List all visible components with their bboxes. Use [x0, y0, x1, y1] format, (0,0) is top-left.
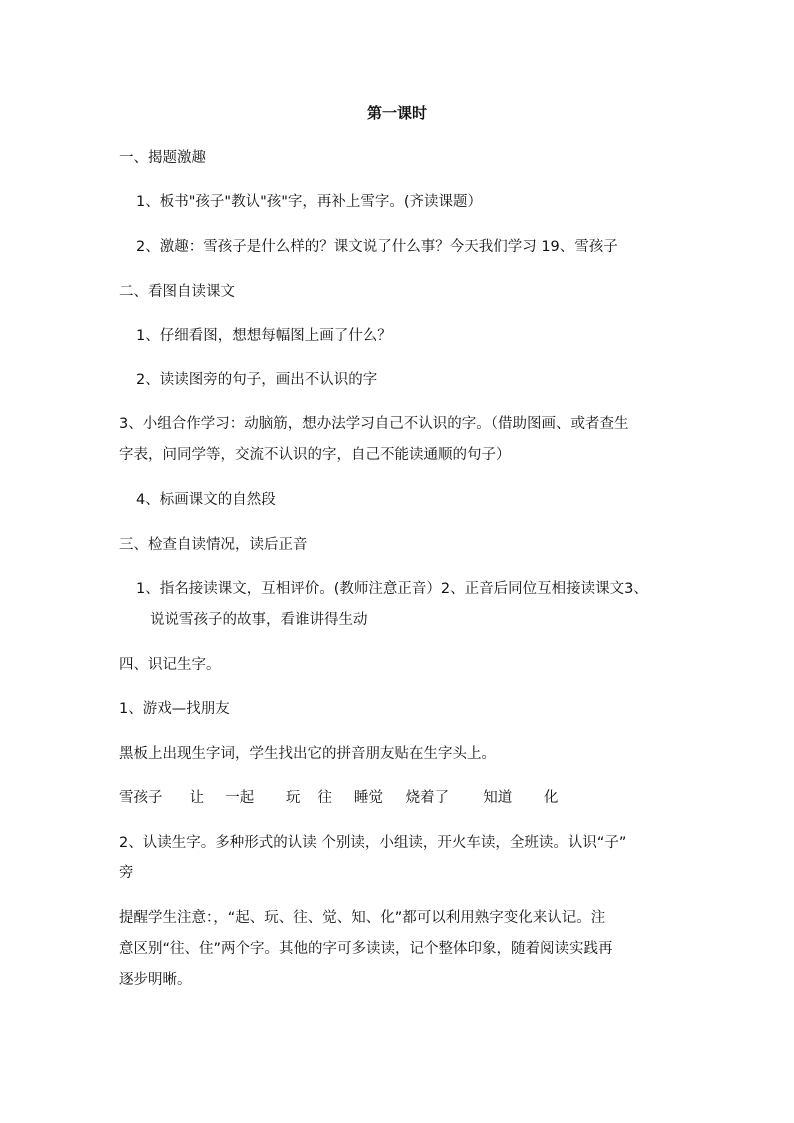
- vocab-word: 睡觉: [354, 790, 384, 806]
- paragraph-2-3-line-1: 3、小组合作学习：动脑筋，想办法学习自己不认识的字。（借助图画、或者查生: [119, 416, 629, 432]
- vocab-word: 一起: [225, 790, 255, 806]
- vocab-word: 烧着了: [405, 790, 450, 806]
- paragraph-2-1: 1、仔细看图，想想每幅图上画了什么？: [136, 328, 392, 344]
- paragraph-2-4: 4、标画课文的自然段: [136, 492, 276, 508]
- paragraph-4-3-line-3: 逐步明晰。: [119, 972, 192, 988]
- section-heading-4: 四、识记生字。: [119, 657, 221, 673]
- page-title: 第一课时: [366, 104, 427, 122]
- paragraph-4-3-line-2: 意区别“往、住”两个字。其他的字可多读读，记个整体印象，随着阅读实践再: [119, 941, 613, 957]
- vocab-word: 让: [189, 790, 205, 806]
- section-heading-3: 三、检查自读情况，读后正音: [119, 537, 308, 553]
- vocab-word: 知道: [483, 790, 513, 806]
- vocabulary-row: [119, 788, 558, 808]
- paragraph-2-2: 2、读读图旁的句子，画出不认识的字: [136, 372, 378, 388]
- section-heading-1: 一、揭题激趣: [119, 150, 206, 166]
- paragraph-3-1-line-1: 1、指名接读课文，互相评价。(教师注意正音）2、正音后同位互相接读课文3、: [136, 581, 648, 597]
- paragraph-4-2-line-2: 旁: [119, 865, 134, 881]
- vocab-word: 化: [543, 790, 559, 806]
- paragraph-2-3-line-2: 字表，问同学等，交流不认识的字，自己不能读通顺的句子）: [119, 447, 511, 463]
- paragraph-4-3-line-1: 提醒学生注意：，“起、玩、往、觉、知、化”都可以利用熟字变化来认记。注: [119, 910, 606, 926]
- paragraph-4-2-line-1: 2、认读生字。多种形式的认读 个别读，小组读，开火车读，全班读。认识“子”: [119, 835, 627, 851]
- section-heading-2: 二、看图自读课文: [119, 284, 235, 300]
- paragraph-4-1: 1、游戏—找朋友: [119, 701, 230, 717]
- vocab-word: 往: [317, 790, 332, 806]
- paragraph-3-1-line-2: 说说雪孩子的故事，看谁讲得生动: [150, 612, 368, 628]
- paragraph-4-1-detail: 黑板上出现生字词，学生找出它的拼音朋友贴在生字头上。: [119, 746, 496, 762]
- paragraph-1-2: 2、激趣：雪孩子是什么样的？课文说了什么事？今天我们学习 19、雪孩子: [136, 239, 618, 255]
- paragraph-1-1: 1、板书"孩子"教认"孩"字，再补上雪字。(齐读课题）: [136, 194, 483, 210]
- vocab-word: 雪孩子: [119, 790, 163, 806]
- vocab-word: 玩: [285, 790, 301, 806]
